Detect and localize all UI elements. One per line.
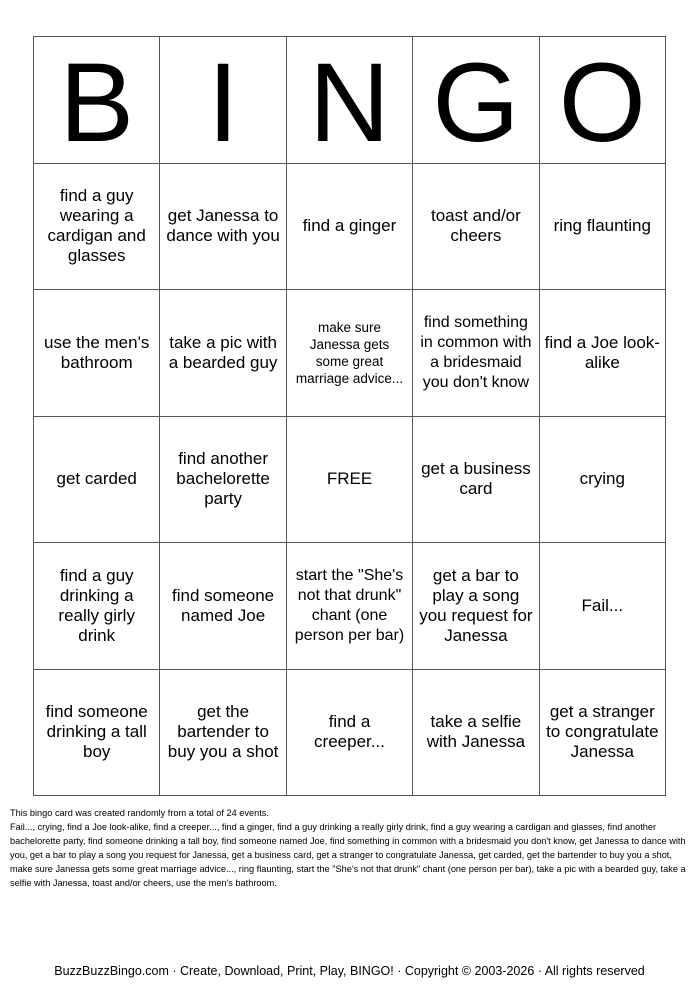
- bingo-cell: get the bartender to buy you a shot: [160, 670, 286, 797]
- bingo-cell: toast and/or cheers: [413, 164, 539, 291]
- bingo-cell: Fail...: [540, 543, 666, 670]
- bingo-cell: find a creeper...: [287, 670, 413, 797]
- bingo-cell: take a pic with a bearded guy: [160, 290, 286, 417]
- card-info: [10, 806, 688, 890]
- header-letter-o: O: [540, 37, 666, 164]
- header-letter-i: I: [160, 37, 286, 164]
- bingo-cell: start the "She's not that drunk" chant (one person per bar): [287, 543, 413, 670]
- header-letter-g: G: [413, 37, 539, 164]
- bingo-cell: find a ginger: [287, 164, 413, 291]
- bingo-cell: get a stranger to congratulate Janessa: [540, 670, 666, 797]
- header-letter-n: N: [287, 37, 413, 164]
- bingo-cell: find a Joe look-alike: [540, 290, 666, 417]
- bingo-cell: get a bar to play a song you request for Janessa: [413, 543, 539, 670]
- bingo-cell: get carded: [34, 417, 160, 544]
- bingo-cell: find someone named Joe: [160, 543, 286, 670]
- bingo-cell: find something in common with a bridesmaid you don't know: [413, 290, 539, 417]
- bingo-cell: find someone drinking a tall boy: [34, 670, 160, 797]
- event-list: Fail..., crying, find a Joe look-alike, find a creeper..., find a ginger, find a guy drinking a really girly drink, find a guy wearing a cardigan and glasses, find another bachelorette party, find someone drinking a tall boy, find someone named Joe, find something in common with a bridesmaid you don't know, get Janessa to dance with you, get a bar to play a song you request for Janessa, get a business card, get a stranger to congratulate Janessa, get carded, get the bartender to buy you a shot, make sure Janessa gets some great marriage advice..., ring flaunting, start the "She's not that drunk" chant (one person per bar), take a pic with a bearded guy, take a selfie with Janessa, toast and/or cheers, use the men's bathroom.: [10, 822, 686, 888]
- bingo-cell: get a business card: [413, 417, 539, 544]
- bingo-cell: find a guy drinking a really girly drink: [34, 543, 160, 670]
- bingo-cell: crying: [540, 417, 666, 544]
- bingo-cell: use the men's bathroom: [34, 290, 160, 417]
- bingo-cell: find a guy wearing a cardigan and glasses: [34, 164, 160, 291]
- header-letter-b: B: [34, 37, 160, 164]
- page-footer: BuzzBuzzBingo.com · Create, Download, Print, Play, BINGO! · Copyright © 2003-2026 · All rights reserved: [54, 964, 645, 978]
- bingo-cell: find another bachelorette party: [160, 417, 286, 544]
- bingo-cell: take a selfie with Janessa: [413, 670, 539, 797]
- card-summary: This bingo card was created randomly from a total of 24 events.: [10, 808, 269, 818]
- bingo-cell: get Janessa to dance with you: [160, 164, 286, 291]
- free-space-cell: FREE: [287, 417, 413, 544]
- bingo-board: [33, 36, 666, 796]
- bingo-cell: make sure Janessa gets some great marriage advice...: [287, 290, 413, 417]
- bingo-cell: ring flaunting: [540, 164, 666, 291]
